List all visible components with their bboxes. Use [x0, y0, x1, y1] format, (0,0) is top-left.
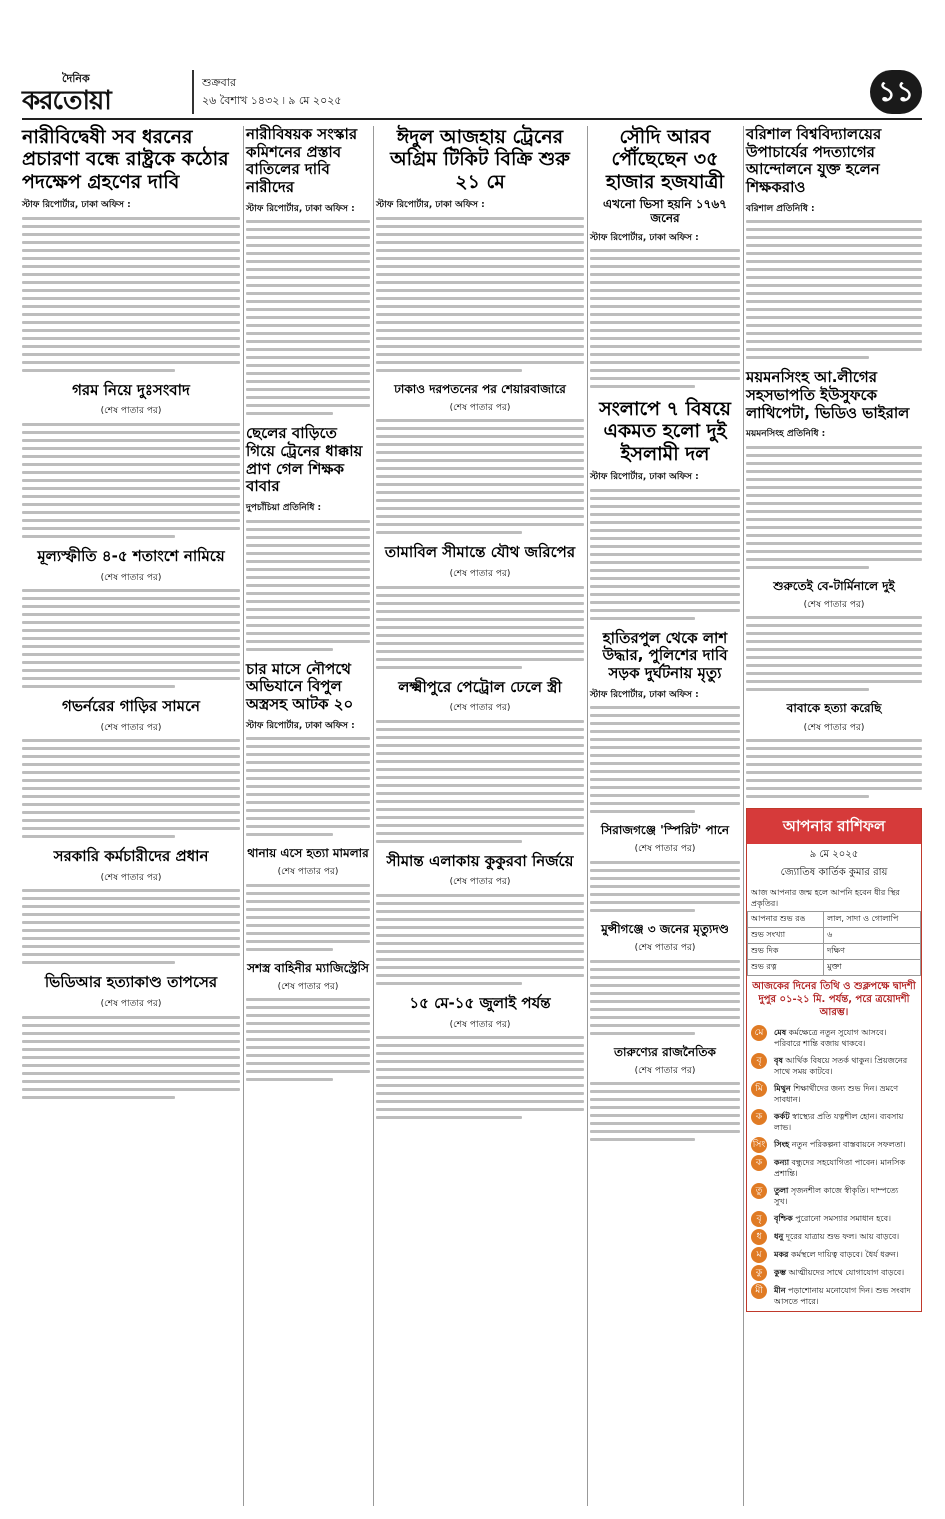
headline: সরকারি কর্মচারীদের প্রধান — [53, 847, 209, 866]
headline: ঈদুল আজহায় ট্রেনের অগ্রিম টিকিট বিক্রি শুরু ২১ মে — [390, 126, 570, 193]
dateline: স্টাফ রিপোর্টার, ঢাকা অফিস : — [246, 203, 355, 214]
subheadline: এখনো ভিসা হয়নি ১৭৬৭ জনের — [603, 197, 727, 226]
continued-label: (শেষ পাতার পর) — [449, 402, 511, 413]
zodiac-reading: পুরোনো সমস্যার সমাধান হবে। — [792, 1214, 891, 1224]
weekday: শুক্রবার — [202, 76, 237, 89]
lucky-label: শুভ সংখ্যা — [748, 928, 824, 944]
zodiac-reading: কর্মক্ষেত্রে নতুন সুযোগ আসবে। পরিবারে শান্তি বজায় থাকবে। — [774, 1028, 887, 1049]
issue-date: ২৬ বৈশাখ ১৪৩২ ৷ ৯ মে ২০২৫ — [202, 94, 342, 107]
headline: নারীবিদ্বেষী সব ধরনের প্রচারণা বন্ধে রাষ্ট্রকে কঠোর পদক্ষেপ গ্রহণের দাবি — [22, 126, 229, 193]
headline: বাবাকে হত্যা করেছি — [786, 701, 882, 716]
article-body — [746, 616, 922, 691]
story-islamic-parties[interactable] — [590, 398, 740, 620]
headline: তামাবিল সীমান্তে যৌথ জরিপের — [384, 543, 576, 562]
zodiac-reading: কর্মস্থলে দায়িত্ব বাড়বে। ধৈর্য ধরুন। — [788, 1250, 899, 1260]
story-inflation[interactable] — [22, 548, 240, 688]
lucky-label: শুভ দিক — [748, 944, 824, 960]
headline: থানায় এসে হত্যা মামলার — [247, 846, 369, 861]
story-governor[interactable] — [22, 698, 240, 838]
article-body — [22, 1016, 240, 1099]
zodiac-icon: ম — [751, 1247, 767, 1263]
headline: ময়মনসিংহ আ.লীগের সহসভাপতি ইউসুফকে লাথিপেটা, ভিডিও ভাইরাল — [746, 368, 910, 422]
zodiac-name: ধনু — [774, 1231, 784, 1242]
headline: চার মাসে নৌপথে অভিযানে বিপুল অস্ত্রসহ আটক ২০ — [246, 659, 354, 713]
headline: ছেলের বাড়িতে গিয়ে ট্রেনের ধাক্কায় প্রাণ গেল শিক্ষক বাবার — [246, 424, 363, 496]
continued-label: (শেষ পাতার পর) — [100, 999, 162, 1010]
article-body — [22, 739, 240, 838]
zodiac-reading: নতুন পরিকল্পনা বাস্তবায়নে সফলতা। — [789, 1140, 906, 1150]
headline: হাতিরপুল থেকে লাশ উদ্ধার, পুলিশের দাবি সড়ক দুর্ঘটনায় মৃত্যু — [602, 628, 728, 683]
column-rule — [243, 126, 244, 1506]
newspaper-logo — [22, 68, 182, 116]
article-body — [590, 706, 740, 813]
article-body — [22, 889, 240, 964]
article-body — [590, 960, 740, 1035]
article-body — [746, 739, 922, 798]
continued-label: (শেষ পাতার পর) — [277, 981, 339, 992]
zodiac-sign-item — [751, 1025, 917, 1051]
zodiac-reading: বন্ধুদের সহযোগিতা পাবেন। মানসিক প্রশান্তি। — [774, 1158, 906, 1179]
lead-story-women[interactable] — [22, 126, 240, 372]
lucky-label: শুভ রত্ন — [748, 960, 824, 976]
story-bdr-killing[interactable] — [22, 974, 240, 1098]
story-share-market[interactable] — [376, 382, 584, 535]
horoscope-title: আপনার রাশিফল — [747, 809, 921, 844]
continued-label: (শেষ পাতার পর) — [100, 406, 162, 417]
zodiac-icon: মি — [751, 1081, 767, 1097]
article-body — [246, 520, 370, 651]
article-body — [376, 419, 584, 534]
lead-story-train-ticket[interactable] — [376, 126, 584, 372]
article-body — [246, 737, 370, 836]
article-body — [746, 220, 922, 359]
zodiac-sign-item — [751, 1109, 917, 1135]
horoscope-lucky-table — [747, 911, 921, 976]
zodiac-name: কুম্ভ — [774, 1267, 786, 1278]
article-body — [746, 446, 922, 569]
headline: লক্ষ্মীপুরে পেট্রোল ঢেলে স্ত্রী — [398, 677, 562, 696]
continued-label: (শেষ পাতার পর) — [449, 703, 511, 714]
page-number-badge: ১১ — [870, 70, 922, 114]
headline: সশস্ত্র বাহিনীর ম্যাজিস্ট্রেসি — [247, 960, 369, 975]
article-body — [376, 217, 584, 372]
headline: বরিশাল বিশ্ববিদ্যালয়ের উপাচার্যের পদত্যাগের আন্দোলনে যুক্ত হলেন শিক্ষকরাও — [746, 125, 882, 197]
article-body — [376, 720, 584, 843]
zodiac-name: কন্যা — [774, 1157, 790, 1168]
article-body — [22, 423, 240, 538]
zodiac-icon: তু — [751, 1183, 767, 1199]
article-body — [590, 861, 740, 912]
headline: মুন্সীগঞ্জে ৩ জনের মৃত্যুদণ্ড — [601, 921, 729, 936]
zodiac-reading: স্বাস্থ্যের প্রতি যত্নশীল হোন। ব্যবসায় লাভ। — [774, 1112, 904, 1133]
zodiac-icon: বৃ — [751, 1211, 767, 1227]
lucky-value: দক্ষিণ — [824, 944, 921, 960]
zodiac-icon: মে — [751, 1025, 767, 1041]
continued-label: (শেষ পাতার পর) — [100, 572, 162, 583]
zodiac-icon: মী — [751, 1283, 767, 1299]
column-1 — [22, 126, 240, 1109]
story-lakshmipur-petrol[interactable] — [376, 679, 584, 843]
column-rule — [373, 126, 374, 1506]
dateline: স্টাফ রিপোর্টার, ঢাকা অফিস : — [590, 689, 699, 700]
zodiac-name: সিংহ — [774, 1139, 790, 1150]
dateline: স্টাফ রিপোর্টার, ঢাকা অফিস : — [376, 200, 485, 211]
zodiac-sign-item — [751, 1053, 917, 1079]
masthead — [22, 68, 922, 120]
article-body — [22, 589, 240, 688]
headline: গভর্নরের গাড়ির সামনে — [62, 697, 200, 716]
headline: গরম নিয়ে দুঃসংবাদ — [72, 380, 190, 399]
zodiac-icon: বৃ — [751, 1053, 767, 1069]
headline: ভিডিআর হত্যাকাণ্ড তাপসের — [44, 973, 218, 992]
dateline: বরিশাল প্রতিনিধি : — [746, 203, 815, 214]
continued-label: (শেষ পাতার পর) — [449, 569, 511, 580]
zodiac-sign-item — [751, 1211, 917, 1227]
horoscope-tithi: আজকের দিনের তিথি ও শুক্লপক্ষে দ্বাদশী দুপুর ০১-২১ মি. পর্যন্ত, পরে ত্রয়োদশী আরম্ভ। — [752, 981, 916, 1019]
column-5 — [746, 126, 922, 1312]
zodiac-icon: সিং — [751, 1137, 767, 1153]
dateline — [202, 74, 342, 110]
horoscope-box[interactable] — [746, 808, 922, 1312]
story-murder-case[interactable] — [246, 846, 370, 951]
zodiac-icon: ক — [751, 1155, 767, 1171]
zodiac-name: মেষ — [774, 1027, 787, 1038]
continued-label: (শেষ পাতার পর) — [100, 722, 162, 733]
lucky-value: ৬ — [824, 928, 921, 944]
continued-label: (শেষ পাতার পর) — [634, 943, 696, 954]
zodiac-reading: দূরের যাত্রায় শুভ ফল। আয় বাড়বে। — [783, 1232, 900, 1242]
dateline: স্টাফ রিপোর্টার, ঢাকা অফিস : — [22, 200, 131, 211]
headline: মূল্যস্ফীতি ৪-৫ শতাংশে নামিয়ে — [37, 546, 225, 565]
continued-label: (শেষ পাতার পর) — [449, 877, 511, 888]
headline: সীমান্ত এলাকায় কুকুরবা নির্জয়ে — [386, 851, 574, 870]
story-sirajganj-spirit[interactable] — [590, 823, 740, 912]
story-navy-operation[interactable] — [246, 661, 370, 837]
story-tamabil-border[interactable] — [376, 544, 584, 668]
masthead-divider — [192, 70, 194, 114]
lucky-label: আপনার শুভ রঙ — [748, 912, 824, 928]
zodiac-sign-item — [751, 1247, 917, 1263]
article-body — [376, 1036, 584, 1119]
story-bay-terminal[interactable] — [746, 579, 922, 692]
headline: নারীবিষয়ক সংস্কার কমিশনের প্রস্তাব বাতিলের দাবি নারীদের — [246, 125, 358, 197]
zodiac-name: বৃষ — [774, 1055, 783, 1066]
logo-small-text: দৈনিক — [62, 72, 90, 85]
column-3 — [376, 126, 584, 1129]
horoscope-signs — [747, 1025, 921, 1309]
article-body — [590, 489, 740, 620]
headline: শুরুতেই বে-টার্মিনালে দুই — [773, 578, 895, 593]
lucky-value: মুক্তা — [824, 960, 921, 976]
dateline: ময়মনসিংহ প্রতিনিধি : — [746, 429, 826, 440]
continued-label: (শেষ পাতার পর) — [803, 599, 865, 610]
story-heat[interactable] — [22, 382, 240, 538]
zodiac-name: মিথুন — [774, 1083, 791, 1094]
headline: ঢাকাও দরপতনের পর শেয়ারবাজারে — [394, 381, 566, 396]
story-hatirpool-body[interactable] — [590, 630, 740, 814]
story-mymensingh[interactable] — [746, 369, 922, 569]
zodiac-name: তুলা — [774, 1185, 789, 1196]
story-barishal-university[interactable] — [746, 126, 922, 359]
dateline: দুপচাঁচিয়া প্রতিনিধি : — [246, 503, 322, 513]
headline: সংলাপে ৭ বিষয়ে একমত হলো দুই ইসলামী দল — [599, 398, 731, 465]
column-rule — [587, 126, 588, 1506]
article-body — [246, 998, 370, 1081]
zodiac-icon: কু — [751, 1265, 767, 1281]
zodiac-reading: আর্থিক বিষয়ে সতর্ক থাকুন। প্রিয়জনের সাথে সময় কাটবে। — [774, 1056, 908, 1077]
story-hajj[interactable] — [590, 126, 740, 388]
story-munshiganj[interactable] — [590, 922, 740, 1035]
headline: তারুণ্যের রাজনৈতিক — [614, 1044, 716, 1059]
zodiac-sign-item — [751, 1283, 917, 1309]
horoscope-intro: আজ আপনার জন্ম হলে আপনি হবেন ধীর স্থির প্রকৃতির। — [751, 888, 900, 909]
zodiac-name: মকর — [774, 1249, 789, 1260]
column-4 — [590, 126, 740, 1151]
story-teacher-train[interactable] — [246, 425, 370, 650]
column-rule — [743, 126, 744, 1506]
zodiac-icon: ক — [751, 1109, 767, 1125]
article-body — [590, 249, 740, 388]
story-father-killed[interactable] — [746, 701, 922, 798]
zodiac-reading: শিক্ষার্থীদের জন্য শুভ দিন। ভ্রমণে সাবধান। — [774, 1084, 899, 1105]
article-body — [590, 1082, 740, 1141]
headline: সিরাজগঞ্জে 'স্পিরিট' পানে — [600, 823, 730, 838]
logo-text: করতোয়া — [22, 86, 111, 116]
story-youth-politics[interactable] — [590, 1045, 740, 1142]
zodiac-name: কর্কট — [774, 1111, 790, 1122]
zodiac-sign-item — [751, 1229, 917, 1245]
lucky-value: লাল, সাদা ও গোলাপি — [824, 912, 921, 928]
story-women-reform[interactable] — [246, 126, 370, 415]
headline: সৌদি আরব পৌঁছেছেন ৩৫ হাজার হজযাত্রী — [606, 126, 724, 193]
zodiac-name: বৃশ্চিক — [774, 1213, 793, 1224]
continued-label: (শেষ পাতার পর) — [634, 844, 696, 855]
continued-label: (শেষ পাতার পর) — [634, 1065, 696, 1076]
zodiac-sign-item — [751, 1137, 917, 1153]
article-body — [246, 220, 370, 415]
zodiac-reading: আত্মীয়দের সাথে যোগাযোগ বাড়বে। — [785, 1268, 905, 1278]
zodiac-reading: সৃজনশীল কাজে স্বীকৃতি। দাম্পত্যে সুখ। — [774, 1186, 899, 1207]
zodiac-reading: পড়াশোনায় মনোযোগ দিন। শুভ সংবাদ আসতে পারে। — [774, 1286, 911, 1307]
article-body — [22, 217, 240, 372]
dateline: স্টাফ রিপোর্টার, ঢাকা অফিস : — [590, 472, 699, 483]
zodiac-sign-item — [751, 1081, 917, 1107]
story-magistracy[interactable] — [246, 961, 370, 1082]
zodiac-sign-item — [751, 1155, 917, 1181]
article-body — [376, 586, 584, 669]
zodiac-icon: ধ — [751, 1229, 767, 1245]
article-body — [376, 894, 584, 985]
continued-label: (শেষ পাতার পর) — [803, 722, 865, 733]
horoscope-author: জ্যোতিষ কার্তিক কুমার রায় — [780, 867, 888, 879]
horoscope-date: ৯ মে ২০২৫ — [809, 849, 859, 861]
zodiac-sign-item — [751, 1183, 917, 1209]
continued-label: (শেষ পাতার পর) — [277, 867, 339, 878]
zodiac-name: মীন — [774, 1285, 786, 1296]
continued-label: (শেষ পাতার পর) — [449, 1019, 511, 1030]
dateline: স্টাফ রিপোর্টার, ঢাকা অফিস : — [590, 232, 699, 243]
zodiac-sign-item — [751, 1265, 917, 1281]
column-2 — [246, 126, 370, 1091]
story-may-july[interactable] — [376, 995, 584, 1119]
story-govt-employees[interactable] — [22, 848, 240, 964]
article-body — [246, 884, 370, 951]
headline: ১৫ মে-১৫ জুলাই পর্যন্ত — [409, 993, 551, 1012]
story-border-area[interactable] — [376, 853, 584, 985]
continued-label: (শেষ পাতার পর) — [100, 872, 162, 883]
dateline: স্টাফ রিপোর্টার, ঢাকা অফিস : — [246, 720, 355, 731]
